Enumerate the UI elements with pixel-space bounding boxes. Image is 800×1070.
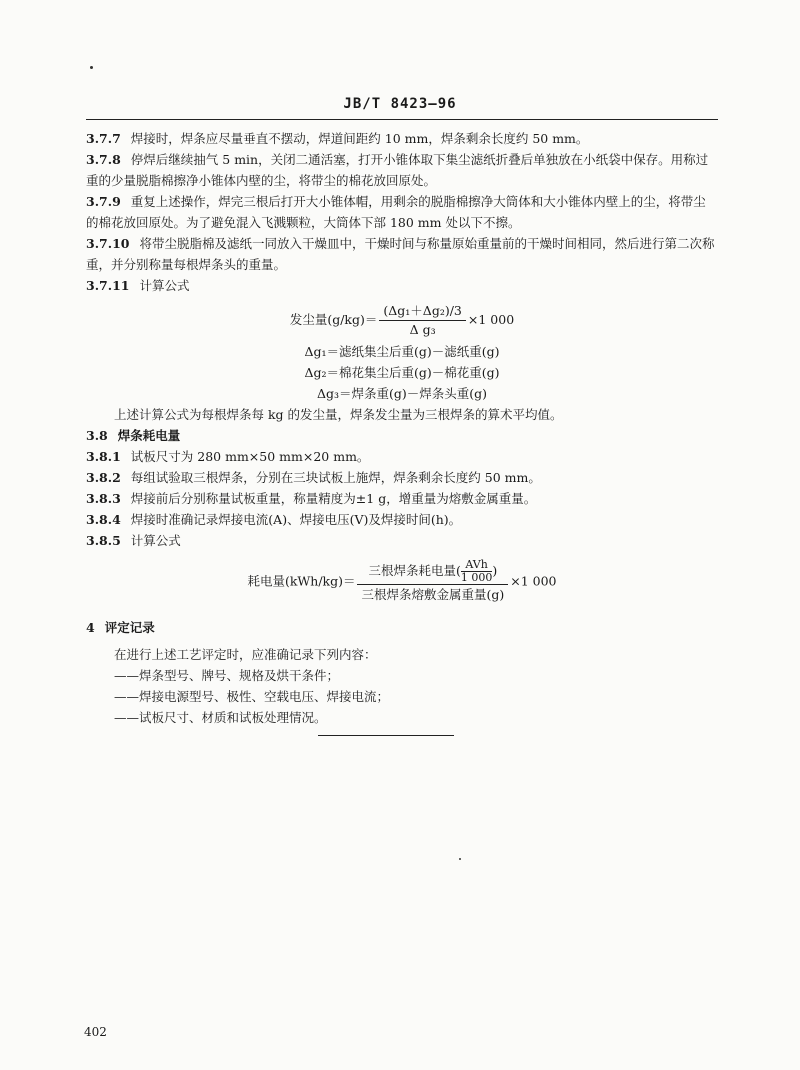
document-header: JB/T 8423—96 [343, 96, 457, 112]
record-item: ——试板尺寸、材质和试板处理情况。 [114, 710, 327, 725]
section-title: 评定记录 [104, 620, 155, 635]
formula-multiplier: ×1 000 [467, 312, 515, 327]
definition-line: Δg₃＝焊条重(g)－焊条头重(g) [316, 386, 488, 401]
clause-3-8-3 [86, 488, 718, 509]
formula-fraction [357, 559, 508, 605]
power-formula [86, 559, 718, 605]
clause-3-7-11 [86, 275, 718, 296]
clause-number: 3.8.3 [86, 491, 121, 506]
clause-3-8-4 [86, 509, 718, 530]
section-4-intro: 在进行上述工艺评定时，应准确记录下列内容： [114, 647, 377, 662]
clause-text: 焊接前后分别称量试板重量，称量精度为±1 g，增重量为熔敷金属重量。 [130, 491, 537, 506]
clause-3-8-2 [86, 467, 718, 488]
definition-line: Δg₁＝滤纸集尘后重(g)－滤纸重(g) [304, 344, 500, 359]
clause-text: 将带尘脱脂棉及滤纸一同放入干燥皿中，干燥时间与称量原始重量前的干燥时间相同，然后进行第二次称重，并分别称量每根焊条头的重量。 [86, 236, 715, 272]
clause-3-8-5 [86, 530, 718, 551]
header-rule [86, 119, 718, 120]
inner-denominator: 1 000 [460, 571, 493, 584]
clause-3-7-7 [86, 128, 718, 149]
dust-formula [86, 302, 718, 339]
section-number: 4 [86, 620, 95, 635]
clause-number: 3.7.7 [86, 131, 121, 146]
numerator-prefix: 三根焊条耗电量( [368, 563, 461, 578]
document-body [86, 128, 718, 728]
formula-lhs: 耗电量(kWh/kg)＝ [247, 573, 356, 589]
section-4-heading [86, 617, 718, 638]
formula-numerator: (Δg₁＋Δg₂)/3 [379, 302, 466, 321]
numerator-suffix: ) [492, 563, 498, 578]
clause-number: 3.8.4 [86, 512, 121, 527]
formula-fraction [379, 302, 466, 339]
clause-3-7-9 [86, 191, 718, 233]
clause-number: 3.8.1 [86, 449, 121, 464]
record-item: ——焊条型号、牌号、规格及烘干条件； [114, 668, 340, 683]
inner-fraction [461, 559, 493, 584]
scan-speck [90, 66, 93, 69]
section-title: 焊条耗电量 [117, 428, 181, 443]
clause-text: 计算公式 [130, 533, 181, 548]
clause-text: 试板尺寸为 280 mm×50 mm×20 mm。 [130, 449, 370, 464]
clause-text: 焊接时，焊条应尽量垂直不摆动，焊道间距约 10 mm，焊条剩余长度约 50 mm。 [130, 131, 589, 146]
clause-text: 停焊后继续抽气 5 min，关闭二通活塞，打开小锥体取下集尘滤纸折叠后单独放在小纸袋中保存。用称过重的少量脱脂棉擦净小锥体内壁的尘，将带尘的棉花放回原处。 [86, 152, 709, 188]
formula-lhs: 发尘量(g/kg)＝ [289, 312, 378, 327]
clause-number: 3.8.2 [86, 470, 121, 485]
formula-denominator: 三根焊条熔敷金属重量(g) [361, 587, 505, 602]
scan-speck [459, 858, 461, 860]
section-number: 3.8 [86, 428, 108, 443]
clause-number: 3.7.11 [86, 278, 130, 293]
clause-text: 重复上述操作，焊完三根后打开大小锥体帽，用剩余的脱脂棉擦净大筒体和大小锥体内壁上的尘，将带尘的棉花放回原处。为了避免混入飞溅颗粒，大筒体下部 180 mm 处以下不擦。 [86, 194, 706, 230]
formula-multiplier: ×1 000 [510, 573, 557, 589]
definition-line: Δg₂＝棉花集尘后重(g)－棉花重(g) [304, 365, 500, 380]
clause-text: 每组试验取三根焊条，分别在三块试板上施焊，焊条剩余长度约 50 mm。 [130, 470, 541, 485]
section-3-8-heading [86, 425, 718, 446]
formula-numerator [357, 559, 508, 585]
formula-note: 上述计算公式为每根焊条每 kg 的发尘量，焊条发尘量为三根焊条的算术平均值。 [114, 407, 563, 422]
clause-3-7-8 [86, 149, 718, 191]
clause-text: 焊接时准确记录焊接电流(A)、焊接电压(V)及焊接时间(h)。 [130, 512, 462, 527]
page-number: 402 [84, 1025, 107, 1039]
clause-number: 3.8.5 [86, 533, 121, 548]
clause-text: 计算公式 [139, 278, 190, 293]
clause-number: 3.7.9 [86, 194, 121, 209]
formula-denominator: Δ g₃ [409, 322, 436, 337]
clause-3-7-10 [86, 233, 718, 275]
record-item: ——焊接电源型号、极性、空载电压、焊接电流； [114, 689, 390, 704]
clause-3-8-1 [86, 446, 718, 467]
formula-definitions [86, 341, 718, 404]
clause-number: 3.7.10 [86, 236, 130, 251]
end-rule [318, 735, 454, 736]
inner-numerator: AVh [461, 559, 493, 572]
clause-number: 3.7.8 [86, 152, 121, 167]
